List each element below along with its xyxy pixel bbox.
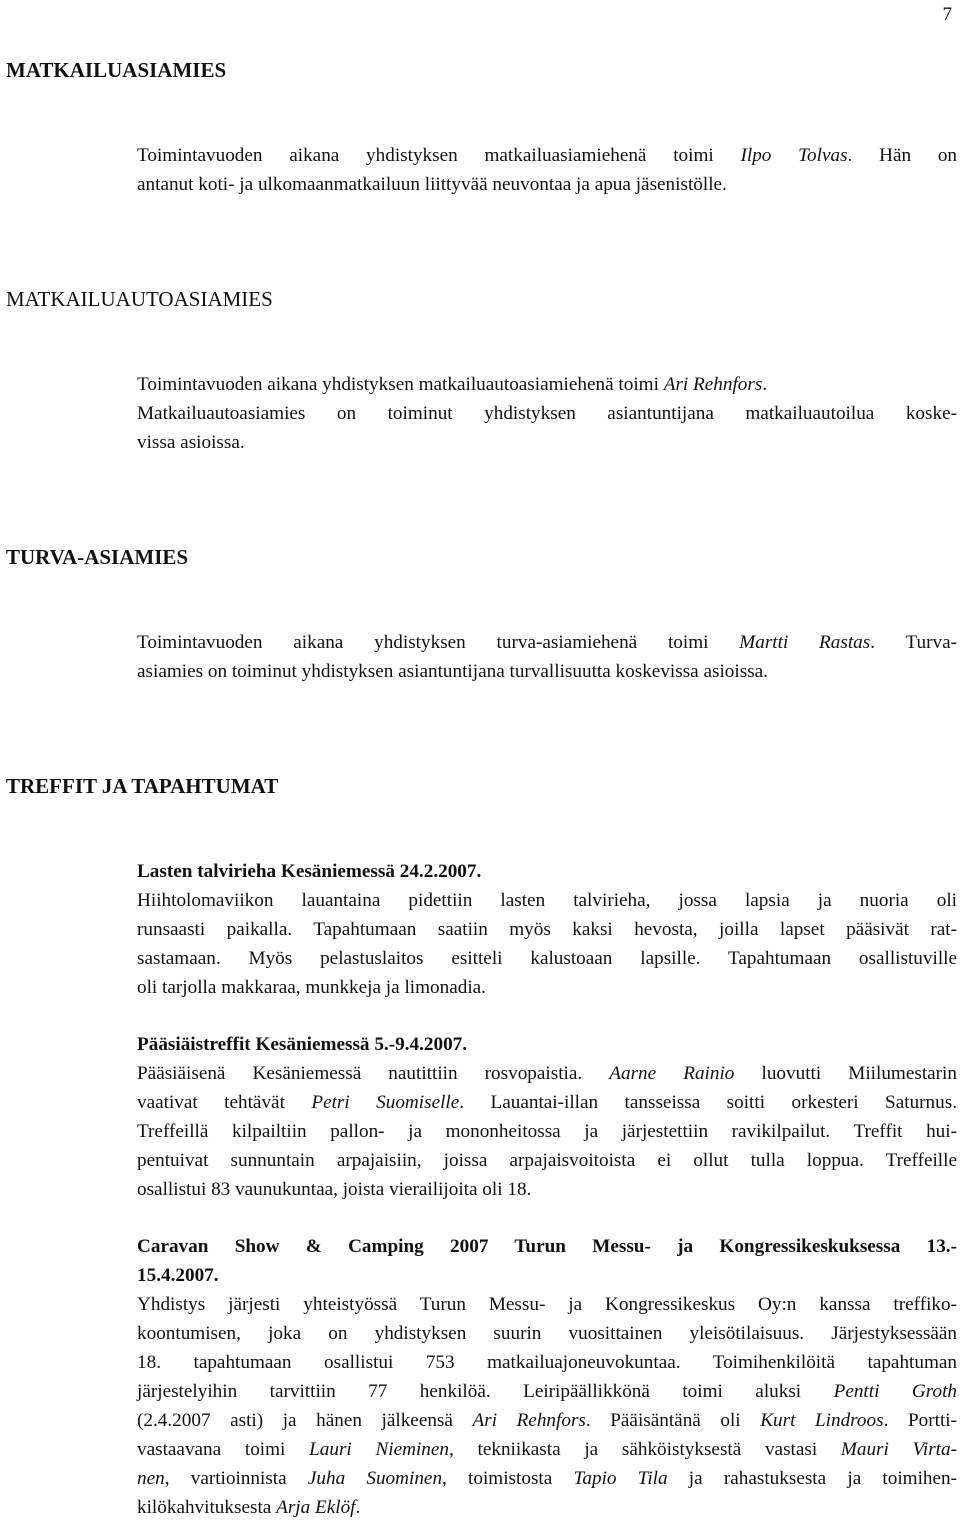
person-name: Ari Rehnfors [663, 374, 763, 395]
text-line: 18. tapahtumaan osallistui 753 matkailuajoneuvokuntaa. Toimihenkilöitä tapahtuman [137, 1352, 957, 1373]
text-line: koontumisen, joka on yhdistyksen suurin vuosittainen yleisötilaisuus. Järjestyksessään [137, 1323, 957, 1344]
section-heading-turva-asiamies: TURVA-ASIAMIES [6, 545, 189, 569]
text-line: Toimintavuoden aikana yhdistyksen matkailuasiamiehenä toimi Ilpo Tolvas. Hän on [137, 145, 958, 166]
text-line: Treffeillä kilpailtiin pallon- ja mononheitossa ja järjestettiin ravikilpailut. Treffit hui- [137, 1121, 957, 1142]
text-line: nen, vartioinnista Juha Suominen, toimistosta Tapio Tila ja rahastuksesta ja toimihen- [137, 1468, 958, 1489]
paragraph-talvirieha [137, 886, 957, 1002]
text-line: vissa asioissa. [137, 432, 245, 453]
text-line: järjestelyihin tarvittiin 77 henkilöä. Leiripäällikkönä toimi aluksi Pentti Groth [137, 1381, 957, 1402]
text-line: Hiihtolomaviikon lauantaina pidettiin lasten talvirieha, jossa lapsia ja nuoria oli [137, 890, 957, 911]
person-name: Arja Eklöf [276, 1497, 356, 1518]
person-name: Tapio Tila [573, 1468, 668, 1489]
person-name: Ari Rehnfors [472, 1410, 586, 1431]
text-line: kilökahvituksesta Arja Eklöf. [137, 1497, 361, 1518]
page-number: 7 [942, 4, 952, 25]
person-name: nen [137, 1468, 165, 1489]
person-name: Aarne Rainio [609, 1063, 735, 1084]
event-title-caravan-show [137, 1232, 957, 1290]
text-line: Yhdistys järjesti yhteistyössä Turun Messu- ja Kongressikeskus Oy:n kanssa treffiko- [137, 1294, 957, 1315]
text-line: pentuivat sunnuntain arpajaisiin, joissa arpajaisvoitoista ei ollut tulla loppua. Treffeille [137, 1150, 957, 1171]
text-line: osallistui 83 vaunukuntaa, joista vierailijoita oli 18. [137, 1179, 532, 1200]
person-name: Kurt Lindroos [760, 1410, 884, 1431]
paragraph-turva-asiamies [137, 628, 957, 686]
person-name: Juha Suominen [307, 1468, 443, 1489]
text-line: Toimintavuoden aikana yhdistyksen turva-asiamiehenä toimi Martti Rastas. Turva- [137, 632, 957, 653]
text-line: Toimintavuoden aikana yhdistyksen matkailuautoasiamiehenä toimi Ari Rehnfors. [137, 374, 768, 395]
text-line: Pääsiäisenä Kesäniemessä nautittiin rosvopaistia. Aarne Rainio luovutti Miilumestarin [137, 1063, 957, 1084]
text-line: vastaavana toimi Lauri Nieminen, tekniikasta ja sähköistyksestä vastasi Mauri Virta- [137, 1439, 957, 1460]
text-line: (2.4.2007 asti) ja hänen jälkeensä Ari Rehnfors. Pääisäntänä oli Kurt Lindroos. Portti- [137, 1410, 957, 1431]
paragraph-matkailuautoasiamies [137, 370, 957, 457]
text-line: runsaasti paikalla. Tapahtumaan saatiin myös kaksi hevosta, joilla lapset pääsivät rat- [137, 919, 957, 940]
person-name: Ilpo Tolvas [740, 145, 848, 166]
person-name: Mauri Virta- [840, 1439, 957, 1460]
person-name: Pentti Groth [833, 1381, 957, 1402]
section-heading-treffit: TREFFIT JA TAPAHTUMAT [6, 774, 279, 798]
text-line: vaativat tehtävät Petri Suomiselle. Lauantai-illan tansseissa soitti orkesteri Saturnus. [137, 1092, 958, 1113]
text-line: oli tarjolla makkaraa, munkkeja ja limonadia. [137, 977, 486, 998]
text-line: antanut koti- ja ulkomaanmatkailuun liittyvää neuvontaa ja apua jäsenistölle. [137, 174, 727, 195]
text-line: asiamies on toiminut yhdistyksen asiantuntijana turvallisuutta koskevissa asioissa. [137, 661, 768, 682]
paragraph-paasiaistreffit [137, 1059, 957, 1204]
section-heading-matkailuasiamies: MATKAILUASIAMIES [6, 58, 227, 82]
title-line: 15.4.2007. [137, 1265, 219, 1286]
paragraph-matkailuasiamies [137, 141, 957, 199]
event-title-talvirieha: Lasten talvirieha Kesäniemessä 24.2.2007. [137, 861, 482, 882]
text-line: sastamaan. Myös pelastuslaitos esitteli kalustoaan lapsille. Tapahtumaan osallistuville [137, 948, 957, 969]
text-line: Matkailuautoasiamies on toiminut yhdistyksen asiantuntijana matkailuautoilua koske- [137, 403, 957, 424]
section-heading-matkailuautoasiamies: MATKAILUAUTOASIAMIES [6, 287, 273, 311]
person-name: Martti Rastas [739, 632, 871, 653]
title-line: Caravan Show & Camping 2007 Turun Messu- ja Kongressikeskuksessa 13.- [137, 1236, 957, 1257]
event-title-paasiaistreffit: Pääsiäistreffit Kesäniemessä 5.-9.4.2007. [137, 1034, 468, 1055]
person-name: Lauri Nieminen, [309, 1439, 454, 1460]
paragraph-caravan-show [137, 1290, 957, 1522]
person-name: Petri Suomiselle [311, 1092, 460, 1113]
